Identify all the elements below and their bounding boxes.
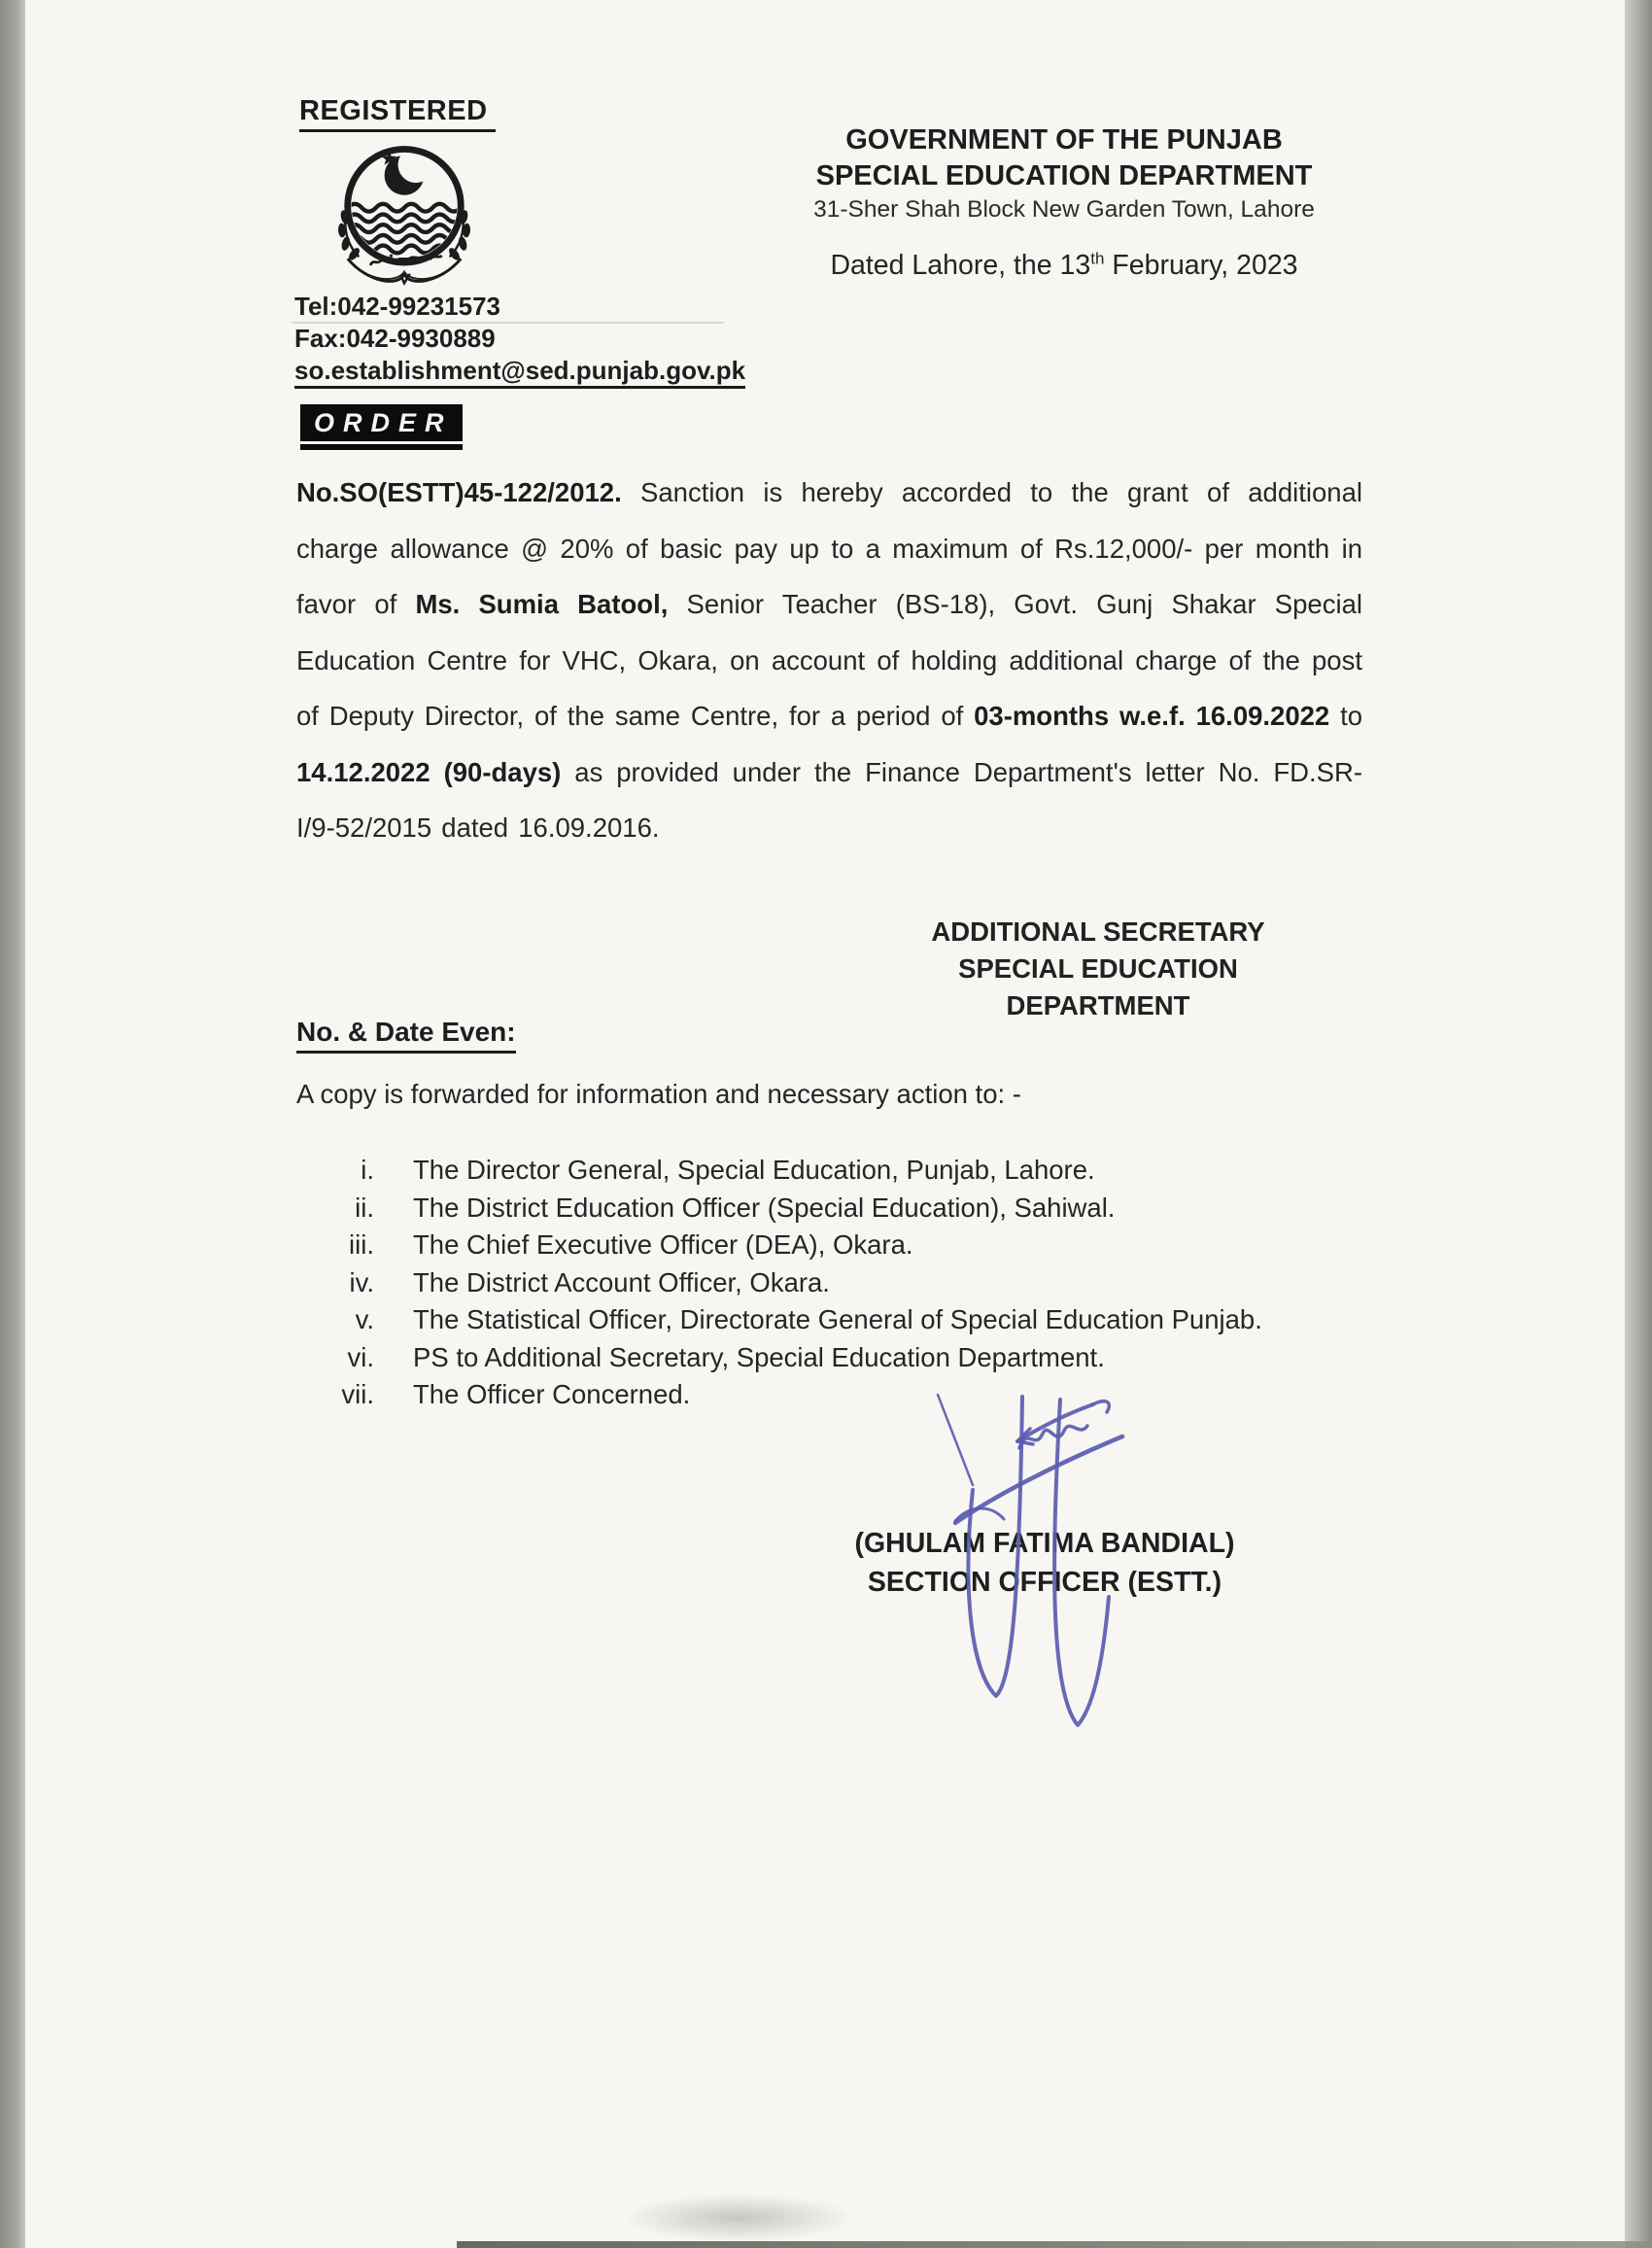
distribution-list (296, 1152, 1385, 1414)
signatory-title: SECTION OFFICER (ESTT.) (867, 1567, 1222, 1598)
signatory-designation: ADDITIONAL SECRETARY SPECIAL EDUCATION DEPARTMENT (931, 916, 1265, 1020)
department-address: 31-Sher Shah Block New Garden Town, Lahore (813, 196, 1315, 223)
order-heading-wrap (300, 404, 463, 450)
order-body-paragraph: No.SO(ESTT)45-122/2012. Sanction is hereby accorded to the grant of additional charge allowance @ 20% of basic pay up to a maximum of Rs.12,000/- per month in favor of Ms. Sumia Batool, Senior Teacher (BS-18), Govt. Gunj Shakar Special Education Centre for VHC, Okara, on account of holding additional charge of the post of Deputy Director, of the same Centre, for a period of 03-months w.e.f. 16.09.2022 to 14.12.2022 (90-days) as provided under the Finance Department's letter No. FD.SR-I/9-52/2015 dated 16.09.2016. (296, 477, 1363, 843)
tel-line: Tel:042-99231573 (294, 292, 501, 321)
charge-end-date: 14.12.2022 (90-days) (296, 756, 562, 787)
list-item: ii. The District Education Officer (Special Education), Sahiwal. (355, 1192, 1116, 1223)
contact-block (294, 292, 745, 392)
list-item: v. The Statistical Officer, Directorate General of Special Education Punjab. (355, 1304, 1262, 1334)
date-ordinal-superscript: th (1090, 249, 1105, 268)
scan-edge-left (0, 0, 25, 2248)
date-line: Dated Lahore, the 13th February, 2023 (830, 249, 1298, 281)
signatory-name: (GHULAM FATIMA BANDIAL) (854, 1528, 1235, 1559)
no-and-date-heading: No. & Date Even: (296, 1017, 516, 1054)
order-reference-number: No.SO(ESTT)45-122/2012. (296, 477, 622, 507)
scan-artifact-line (292, 322, 724, 324)
punjab-government-emblem-icon (309, 132, 499, 297)
list-item: iv. The District Account Officer, Okara. (349, 1266, 830, 1297)
officer-name: Ms. Sumia Batool, (415, 589, 669, 619)
copy-forwarded-intro: A copy is forwarded for information and necessary action to: - (296, 1079, 1021, 1109)
department-title: SPECIAL EDUCATION DEPARTMENT (815, 160, 1313, 191)
fax-line: Fax:042-9930889 (294, 324, 496, 353)
handwritten-signature-icon (899, 1356, 1171, 1754)
government-title: GOVERNMENT OF THE PUNJAB (845, 124, 1283, 156)
list-item: i. The Director General, Special Education, Punjab, Lahore. (361, 1155, 1095, 1185)
registered-stamp: REGISTERED (299, 95, 496, 132)
charge-period: 03-months w.e.f. 16.09.2022 (974, 701, 1330, 731)
list-item: iii. The Chief Executive Officer (DEA), Okara. (349, 1229, 913, 1260)
scan-smudge (622, 2194, 855, 2242)
scan-edge-bottom (457, 2241, 1652, 2248)
scan-edge-right (1625, 0, 1652, 2248)
list-item: vii. The Officer Concerned. (341, 1379, 691, 1409)
email-address: so.establishment@sed.punjab.gov.pk (294, 356, 745, 389)
letterhead (768, 122, 1360, 282)
list-item: vi. PS to Additional Secretary, Special Education Department. (347, 1341, 1105, 1372)
order-heading: ORDER (300, 404, 463, 450)
